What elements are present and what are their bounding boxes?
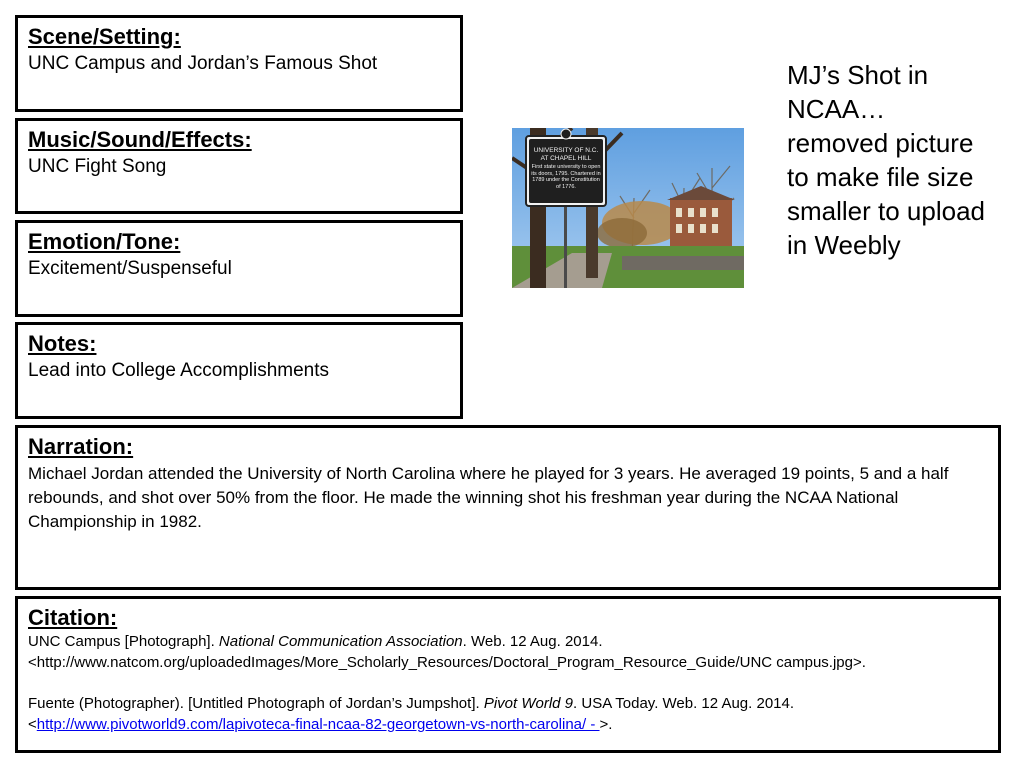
scene-setting-box	[15, 15, 463, 112]
pivotworld-link[interactable]: http://www.pivotworld9.com/lapivoteca-final-ncaa-82-georgetown-vs-north-carolina/ -	[36, 716, 600, 733]
citation-2-url: <http://www.pivotworld9.com/lapivoteca-final-ncaa-82-georgetown-vs-north-carolina/ - >.	[28, 716, 613, 733]
emotion-heading: Emotion/Tone:	[28, 229, 181, 254]
narration-box	[15, 425, 1001, 590]
marker-body: First state university to open its doors, 1795. Chartered in 1789 under the Constitution of 1776.	[531, 164, 601, 190]
citation-2: Fuente (Photographer). [Untitled Photograph of Jordan’s Jumpshot]. Pivot World 9. USA Today. Web. 12 Aug. 2014.	[28, 695, 795, 712]
side-note: MJ’s Shot in NCAA… removed picture to make file size smaller to upload in Weebly	[787, 60, 985, 260]
citation-1: UNC Campus [Photograph]. National Communication Association. Web. 12 Aug. 2014.	[28, 633, 603, 650]
emotion-text: Excitement/Suspenseful	[28, 258, 232, 279]
music-heading: Music/Sound/Effects:	[28, 127, 252, 152]
narration-heading: Narration:	[28, 434, 134, 459]
music-text: UNC Fight Song	[28, 156, 167, 177]
citation-heading: Citation:	[28, 605, 118, 630]
scene-heading: Scene/Setting:	[28, 24, 181, 49]
marker-line-1: UNIVERSITY OF N.C.	[533, 147, 599, 154]
narration-text: Michael Jordan attended the University of North Carolina where he played for 3 years. He averaged 19 points, 5 and a half rebounds, and shot over 50% from the floor. He made the winning shot his freshman year during the NCAA National Championship in 1982.	[28, 464, 949, 531]
marker-line-2: AT CHAPEL HILL	[540, 155, 592, 162]
notes-heading: Notes:	[28, 331, 97, 356]
music-sound-box	[15, 118, 463, 214]
notes-text: Lead into College Accomplishments	[28, 360, 330, 381]
notes-box	[15, 322, 463, 419]
campus-photo	[512, 128, 744, 288]
citation-1-url: <http://www.natcom.org/uploadedImages/More_Scholarly_Resources/Doctoral_Program_Resource_Guide/UNC campus.jpg>.	[28, 654, 866, 671]
scene-text: UNC Campus and Jordan’s Famous Shot	[28, 53, 378, 74]
citation-box	[15, 596, 1001, 753]
emotion-tone-box	[15, 220, 463, 317]
